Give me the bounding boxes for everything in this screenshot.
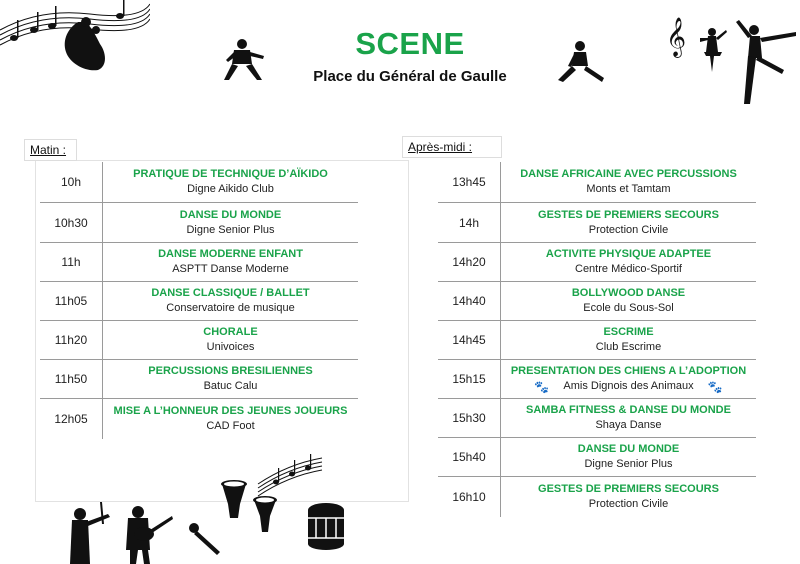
schedule-row [438,321,756,360]
music-notes-dancing-couple-icon [0,0,150,80]
morning-label: Matin : [24,139,77,161]
activity-organizer: Conservatoire de musique [166,302,295,314]
activity [103,282,358,320]
schedule-row [40,162,358,203]
time-slot: 15h30 [438,399,501,437]
treble-clef-ballerinas-icon [666,8,800,108]
schedule-row [438,477,756,517]
time-slot: 15h40 [438,438,501,476]
karate-pose-icon [222,38,266,82]
snare-drum-icon [306,502,346,550]
schedule-row [438,399,756,438]
activity-organizer: Digne Senior Plus [584,458,673,470]
activity [501,203,756,242]
schedule-row [438,243,756,282]
page-subtitle: Place du Général de Gaulle [313,68,507,85]
activity [501,477,756,517]
activity [501,243,756,281]
time-slot: 10h30 [40,203,103,242]
activity-organizer: Protection Civile [588,498,669,510]
activity [501,321,756,359]
schedule-row [40,321,358,360]
time-slot: 15h15 [438,360,501,398]
activity-title: DANSE DU MONDE [179,208,282,221]
activity [501,360,756,398]
activity-organizer: Protection Civile [588,223,669,236]
activity-title: DANSE DU MONDE [577,443,680,455]
schedule-row [40,360,358,399]
activity-title: GESTES DE PREMIERS SECOURS [538,483,719,495]
schedule-row [40,243,358,282]
activity [501,162,756,202]
activity [103,203,358,242]
activity-organizer: ASPTT Danse Moderne [172,263,289,275]
activity [103,162,358,202]
activity-title: DANSE AFRICAINE AVEC PERCUSSIONS [520,168,737,180]
activity-title: SAMBA FITNESS & DANSE DU MONDE [526,404,731,416]
paw-print-icon: 🐾 [534,379,550,394]
time-slot: 14h20 [438,243,501,281]
activity-title: PRATIQUE DE TECHNIQUE D’AÏKIDO [133,168,328,180]
activity-organizer: Univoices [206,341,255,353]
schedule-row [40,399,358,439]
schedule-row [438,360,756,399]
schedule-row [438,282,756,321]
svg-text:𝄞: 𝄞 [666,17,687,57]
activity-organizer: Monts et Tamtam [586,183,671,195]
time-slot: 11h05 [40,282,103,320]
activity-title: PERCUSSIONS BRESILIENNES [148,365,313,377]
activity-title: DANSE CLASSIQUE / BALLET [151,287,310,299]
time-slot: 14h [438,203,501,242]
activity-organizer: Batuc Calu [203,380,258,392]
activity-organizer: Ecole du Sous-Sol [583,302,674,314]
activity-organizer: Amis Dignois des Animaux [563,380,694,392]
activity-title: DANSE MODERNE ENFANT [158,248,303,260]
activity [103,360,358,398]
musicians-violin-guitar-icon [64,500,174,564]
activity-organizer: Shaya Danse [595,419,662,431]
stretching-athlete-icon [556,40,606,84]
activity [103,399,358,439]
activity-title: GESTES DE PREMIERS SECOURS [538,208,719,221]
activity-title: CHORALE [203,326,258,338]
time-slot: 14h45 [438,321,501,359]
time-slot: 10h [40,162,103,202]
activity-organizer: Digne Senior Plus [186,223,275,236]
time-slot: 11h [40,243,103,281]
activity-title: PRESENTATION DES CHIENS A L’ADOPTION [510,365,747,377]
schedule-row [40,203,358,243]
activity-title: BOLLYWOOD DANSE [571,287,686,299]
time-slot: 14h40 [438,282,501,320]
activity [103,243,358,281]
afternoon-label: Après-midi : [402,136,502,158]
activity [501,438,756,476]
schedule-row [438,438,756,477]
activity-organizer: Centre Médico-Sportif [575,263,682,275]
schedule-row [438,162,756,203]
time-slot: 16h10 [438,477,501,517]
activity [103,321,358,359]
activity-organizer: Digne Aikido Club [187,183,274,195]
page-title: SCENE [355,26,465,61]
activity-title: ESCRIME [603,326,654,338]
activity [501,282,756,320]
schedule-row [438,203,756,243]
time-slot: 13h45 [438,162,501,202]
activity [501,399,756,437]
paw-print-icon: 🐾 [707,379,723,394]
activity-title: ACTIVITE PHYSIQUE ADAPTEE [545,248,712,260]
time-slot: 11h50 [40,360,103,398]
schedule-row [40,282,358,321]
activity-organizer: CAD Foot [206,420,255,432]
activity-title: MISE A L’HONNEUR DES JEUNES JOUEURS [113,405,348,417]
time-slot: 12h05 [40,399,103,439]
time-slot: 11h20 [40,321,103,359]
activity-organizer: Club Escrime [595,341,662,353]
